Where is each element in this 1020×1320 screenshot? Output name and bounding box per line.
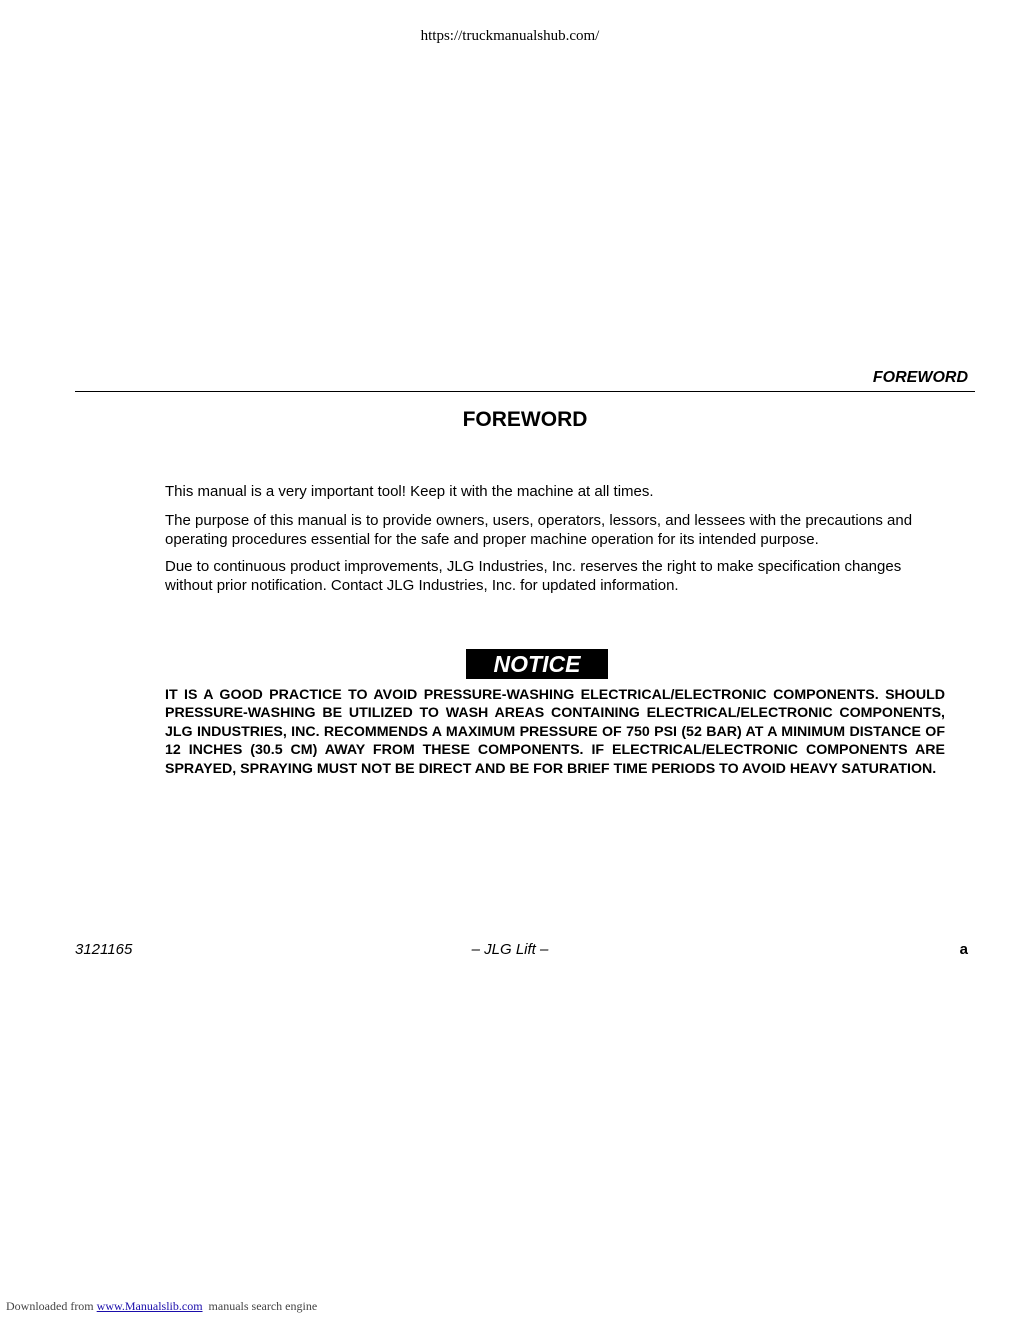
intro-paragraph: This manual is a very important tool! Keep it with the machine at all times.	[165, 483, 654, 500]
credit-suffix: manuals search engine	[208, 1299, 318, 1313]
footer-page-number: a	[959, 941, 968, 958]
footer-brand: – JLG Lift –	[471, 941, 549, 958]
footer-doc-number: 3121165	[75, 941, 133, 958]
notice-text: IT IS A GOOD PRACTICE TO AVOID PRESSURE-WASHING ELECTRICAL/ELECTRONIC COMPONENTS. SHOULD PRESSURE-WASHING BE UTILIZED TO WASH AREAS CONTAINING ELECTRICAL/ELECTRONIC COMPONENTS, JLG INDUSTRIES, INC. RECOMMENDS A MAXIMUM PRESSURE OF 750 PSI (52 BAR) AT A MINIMUM DISTANCE OF 12 INCHES (30.5 CM) AWAY FROM THESE COMPONENTS. IF ELECTRICAL/ELECTRONIC COMPONENTS ARE SPRAYED, SPRAYING MUST NOT BE DIRECT AND BE FOR BRIEF TIME PERIODS TO AVOID HEAVY SATURATION.	[165, 687, 945, 777]
notice-label: NOTICE	[466, 649, 608, 679]
credit-prefix: Downloaded from	[6, 1299, 94, 1313]
header-divider	[75, 391, 975, 392]
improvements-paragraph: Due to continuous product improvements, JLG Industries, Inc. reserves the right to make specification changes without prior notification. Contact JLG Industries, Inc. for updated information.	[165, 558, 902, 594]
source-url: https://truckmanualshub.com/	[420, 28, 600, 44]
section-title: FOREWORD	[462, 408, 588, 431]
running-header: FOREWORD	[872, 369, 968, 386]
manualslib-link[interactable]: www.Manualslib.com	[96, 1299, 203, 1313]
purpose-paragraph: The purpose of this manual is to provide owners, users, operators, lessors, and lessees with the precautions and operating procedures essential for the safe and proper machine operation for its intended purpose.	[165, 512, 913, 548]
download-credit	[6, 1299, 317, 1314]
